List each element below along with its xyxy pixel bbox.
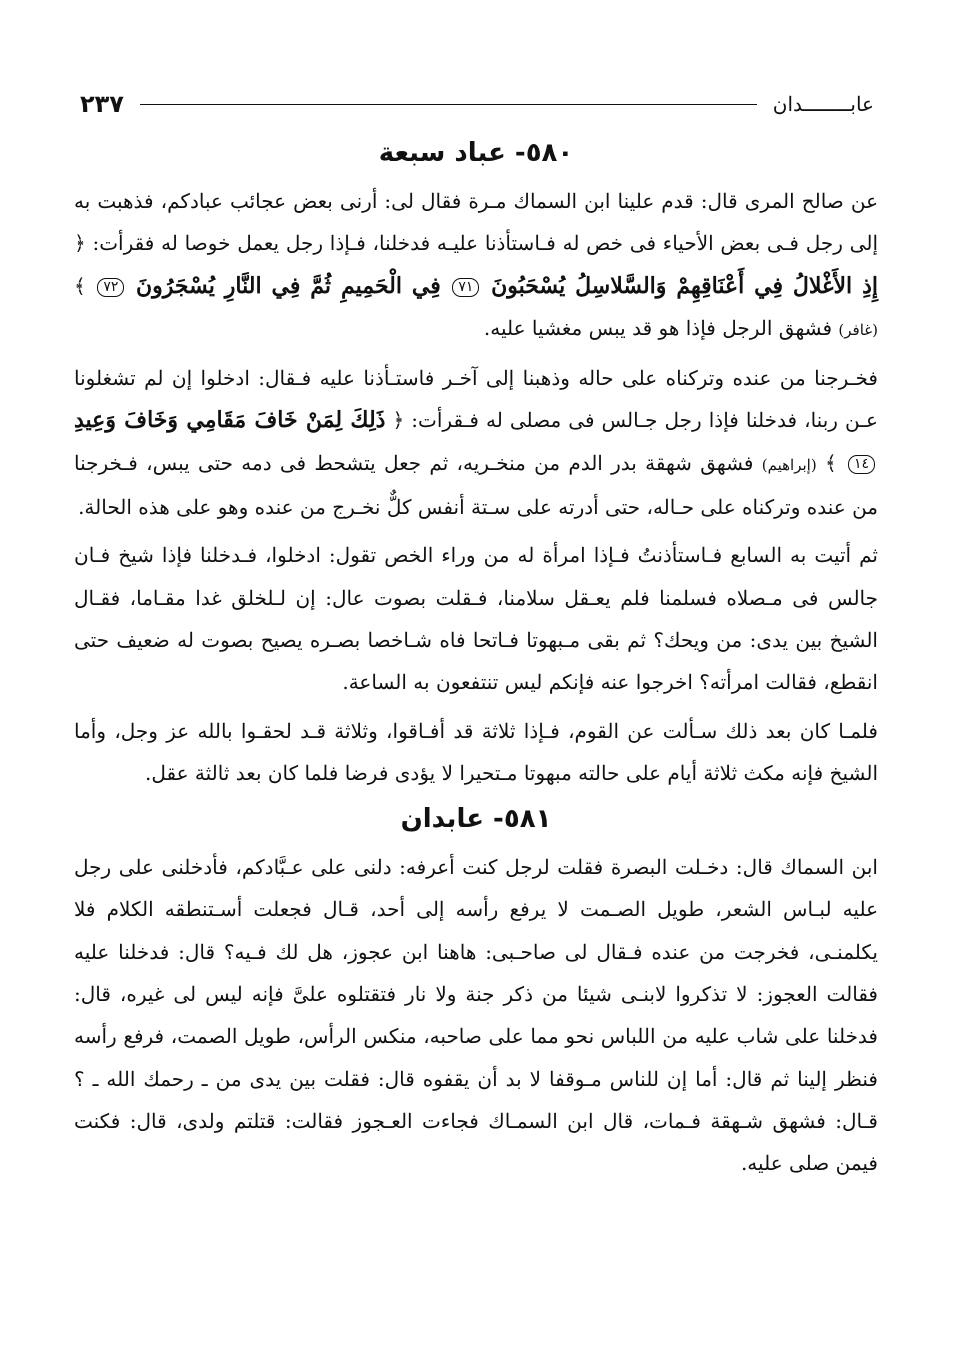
paragraph-text: عن صالح المرى قال: قدم علينا ابن السماك مـرة فقال لى: أرنى بعض عجائب عبادكم، فذهبت به إلى رجل فـى بعض الأحياء فى خص له فـاستأذنا عليـه فدخلنا، فـإذا رجل يعمل خوصا له فقرأت:	[74, 189, 878, 256]
quran-open-bracket: ﴿	[74, 231, 86, 256]
paragraph-text: فشهق الرجل فإذا هو قد يبس مغشيا عليه.	[483, 315, 839, 340]
ayah-number: ٧١	[452, 278, 479, 297]
header-rule	[140, 104, 757, 105]
quran-verse: إِذِ الأَغْلالُ فِي أَعْنَاقِهِمْ وَالسَّلاسِلُ يُسْحَبُونَ	[491, 272, 879, 299]
quran-close-bracket: ﴾	[824, 450, 837, 475]
quran-close-bracket: ﴾	[74, 273, 86, 298]
ayah-number: ١٤	[848, 455, 875, 474]
quran-open-bracket: ﴿	[392, 408, 405, 433]
chapter-title: عابــــــــدان	[772, 92, 874, 116]
quran-verse: فِي الْحَمِيمِ ثُمَّ فِي النَّارِ يُسْجَرُونَ	[136, 272, 441, 299]
body-text	[74, 138, 878, 1191]
paragraph-text: فشهق شهقة بدر الدم من منخـريه، ثم جعل يتشحط فى دمه حتى يبس، فـخرجنا من عنده وتركناه على حـاله، حتى أدرته على سـتة أنفس كلٌّ نخـرج من عنده وهو على هذه الحالة.	[74, 450, 878, 520]
quran-verse: ذَلِكَ لِمَنْ خَافَ مَقَامِي وَخَافَ وَعِيدِ	[74, 407, 386, 434]
paragraph	[74, 180, 878, 351]
paragraph: ابن السماك قال: دخـلت البصرة فقلت لرجل كنت أعرفه: دلنى على عـبَّادكم، فأدخلنى على رجل عليه لبـاس الشعر، طويل الصـمت لا يرفع رأسه إلى أحد، قـال فجعلت أسـتنطقه الكلام فلا يكلمنـى، فخرجت من عنده فـقال لى صاحـبى: هاهنا ابن عجوز، هل لك فـيه؟ قال: فدخلنا عليه فقالت العجوز: لا تذكروا لابنـى شيئا من ذكر جنة ولا نار فتقتلوه علىَّ فإنه ليس لى غيره، قال: فدخلنا على شاب عليه من اللباس نحو مما على صاحبه، منكس الرأس، طويل الصمت، فرفع رأسه فنظر إلينا ثم قال: أما إن للناس مـوقفا لا بد أن يقفوه قال: فقلت بين يدى من ـ رحمك الله ـ ؟ قـال: فشهق شـهقة فـمات، قال ابن السمـاك فجاءت العـجوز فقالت: قتلتم ولدى، قال: فكنت فيمن صلى عليه.	[74, 855, 879, 1176]
section-heading-581: ٥٨١- عابدان	[400, 804, 552, 835]
sura-reference: (إبراهيم)	[761, 455, 817, 474]
paragraph: ثم أتيت به السابع فـاستأذنتُ فـإذا امرأة له من وراء الخص تقول: ادخلوا، فـدخلنا فإذا شيخ فـان جالس فى مـصلاه فسلمنا فلم يعـقل سلامنا، فـقلت بصوت عال: إن لـلخلق غدا مقـاما، فقـال الشيخ بين يدى: من ويحك؟ ثم بقى مـبهوتا فـاتحا فاه شـاخصا بصـره يصيح بصوت له ضعيف حتى انقطع، فقالت امرأته؟ اخرجوا عنه فإنكم ليس تنتفعون به الساعة.	[74, 543, 878, 695]
sura-reference: (غافر)	[838, 320, 878, 339]
paragraph: فلمـا كان بعد ذلك سـألت عن القوم، فـإذا ثلاثة قد أفـاقوا، وثلاثة قـد لحقـوا بالله عز وجل، وأما الشيخ فإنه مكث ثلاثة أيام على حالته مبهوتا مـتحيرا لا يؤدى فرضا فلما كان بعد ثالثة عقل.	[74, 718, 878, 785]
paragraph	[74, 357, 878, 528]
paragraph-text: فخـرجنا من عنده وتركناه على حاله وذهبنا إلى آخـر فاستـأذنا عليه فـقال: ادخلوا إن لم تشغلونا عـن ربنا، فدخلنا فإذا رجل جـالس فى مصلى له فـقرأت:	[74, 366, 878, 433]
running-header	[80, 84, 874, 124]
section-heading-580: ٥٨٠- عباد سبعة	[378, 138, 574, 168]
ayah-number: ٧٢	[97, 278, 124, 297]
page-number: ٢٣٧	[80, 90, 124, 118]
